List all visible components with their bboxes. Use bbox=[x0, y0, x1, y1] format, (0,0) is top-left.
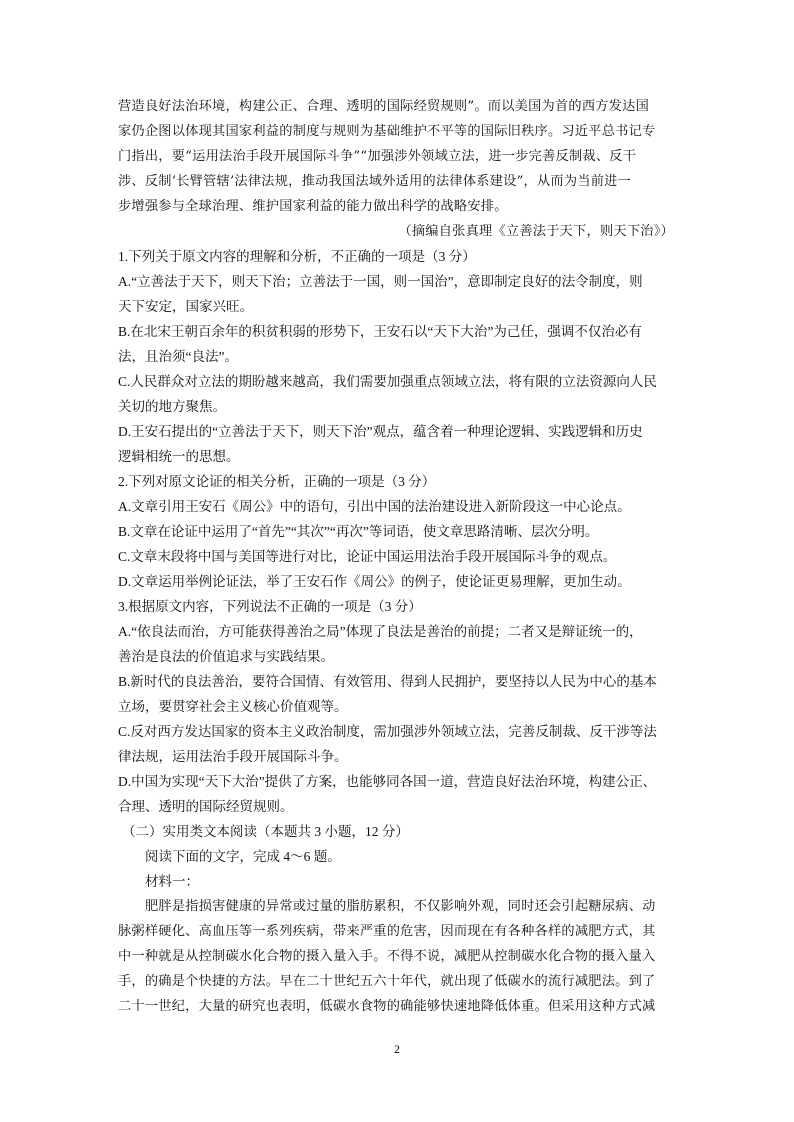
option-a-line-1: A.“立善法于天下，则天下治；立善法于一国，则一国治”，意即制定良好的法令制度，则 bbox=[118, 274, 643, 289]
page-number: 2 bbox=[394, 1042, 400, 1056]
option-d-line-2: 逻辑相统一的思想。 bbox=[118, 449, 240, 464]
passage-line: 营造良好法治环境，构建公正、合理、透明的国际经贸规则”。而以美国为首的西方发达国 bbox=[118, 99, 650, 114]
option-d-line-1: D.王安石提出的“立善法于天下，则天下治”观点，蕴含着一种理论逻辑、实践逻辑和历史 bbox=[118, 424, 643, 439]
question-3 bbox=[118, 594, 676, 819]
option-a-line-2: 天下安定，国家兴旺。 bbox=[118, 299, 253, 314]
option-c-line-1: C.文章末段将中国与美国等进行对比，论证中国运用法治手段开展国际斗争的观点。 bbox=[118, 549, 617, 564]
question-stem: 3.根据原文内容，下列说法不正确的一项是（3 分） bbox=[118, 599, 422, 614]
passage-line: 涉、反制‘长臂管辖’法律法规，推动我国法域外适用的法律体系建设”，从而为当前进一 bbox=[118, 174, 632, 189]
option-b-line-1: B.新时代的良法善治，要符合国情、有效管用、得到人民拥护，要坚持以人民为中心的基本 bbox=[118, 674, 657, 689]
section-practical-reading bbox=[118, 819, 676, 1019]
option-d-line-1: D.文章运用举例论证法，举了王安石作《周公》的例子，使论证更易理解，更加生动。 bbox=[118, 574, 631, 589]
passage-line: 门指出，要“运用法治手段开展国际斗争”“加强涉外领域立法，进一步完善反制裁、反干 bbox=[118, 149, 637, 164]
option-c-line-1: C.人民群众对立法的期盼越来越高，我们需要加强重点领域立法，将有限的立法资源向人民 bbox=[118, 374, 657, 389]
option-b-line-2: 法，且治须“良法”。 bbox=[118, 349, 238, 364]
passage-source: （摘编自张真理《立善法于天下，则天下治》） bbox=[398, 224, 674, 239]
section-heading: （二）实用类文本阅读（本题共 3 小题，12 分） bbox=[122, 824, 409, 839]
question-stem: 1.下列关于原文内容的理解和分析，不正确的一项是（3 分） bbox=[118, 249, 476, 264]
option-b-line-1: B.在北宋王朝百余年的积贫积弱的形势下，王安石以“天下大治”为己任，强调不仅治必有 bbox=[118, 324, 642, 339]
page-content bbox=[118, 94, 676, 1019]
option-d-line-2: 合理、透明的国际经贸规则。 bbox=[118, 799, 294, 814]
option-a-line-1: A.“依良法而治，方可能获得善治之局”体现了良法是善治的前提；二者又是辩证统一的， bbox=[118, 624, 643, 639]
passage-line: 步增强参与全球治理、维护国家利益的能力做出科学的战略安排。 bbox=[118, 199, 508, 214]
option-c-line-2: 关切的地方聚焦。 bbox=[118, 399, 226, 414]
question-stem: 2.下列对原文论证的相关分析，正确的一项是（3 分） bbox=[118, 474, 436, 489]
section-instruction: 阅读下面的文字，完成 4～6 题。 bbox=[145, 849, 341, 864]
option-d-line-1: D.中国为实现“天下大治”提供了方案，也能够同各国一道，营造良好法治环境，构建公正、 bbox=[118, 774, 657, 789]
material-line: 肥胖是指损害健康的异常或过量的脂肪累积，不仅影响外观，同时还会引起糖尿病、动 bbox=[145, 899, 656, 914]
material-line: 手，的确是个快捷的方法。早在二十世纪五六十年代，就出现了低碳水的流行减肥法。到了 bbox=[118, 974, 656, 989]
option-b-line-2: 立场，要贯穿社会主义核心价值观等。 bbox=[118, 699, 348, 714]
material-line: 脉粥样硬化、高血压等一系列疾病，带来严重的危害，因而现在有各种各样的减肥方式，其 bbox=[118, 924, 656, 939]
passage-line: 家仍企图以体现其国家利益的制度与规则为基础维护不平等的国际旧秩序。习近平总书记专 bbox=[118, 124, 656, 139]
option-b-line-1: B.文章在论证中运用了“首先”“其次”“再次”等词语，使文章思路清晰、层次分明。 bbox=[118, 524, 599, 539]
option-a-line-2: 善治是良法的价值追求与实践结果。 bbox=[118, 649, 334, 664]
option-c-line-2: 律法规，运用法治手段开展国际斗争。 bbox=[118, 749, 348, 764]
material-label: 材料一： bbox=[145, 874, 199, 889]
option-c-line-1: C.反对西方发达国家的资本主义政治制度，需加强涉外领域立法，完善反制裁、反干涉等法 bbox=[118, 724, 657, 739]
question-2 bbox=[118, 469, 676, 594]
material-line: 二十一世纪，大量的研究也表明，低碳水食物的确能够快速地降低体重。但采用这种方式减 bbox=[118, 999, 656, 1014]
material-line: 中一种就是从控制碳水化合物的摄入量入手。不得不说，减肥从控制碳水化合物的摄入量入 bbox=[118, 949, 656, 964]
passage-tail bbox=[118, 94, 676, 244]
question-1 bbox=[118, 244, 676, 469]
option-a-line-1: A.文章引用王安石《周公》中的语句，引出中国的法治建设进入新阶段这一中心论点。 bbox=[118, 499, 631, 514]
